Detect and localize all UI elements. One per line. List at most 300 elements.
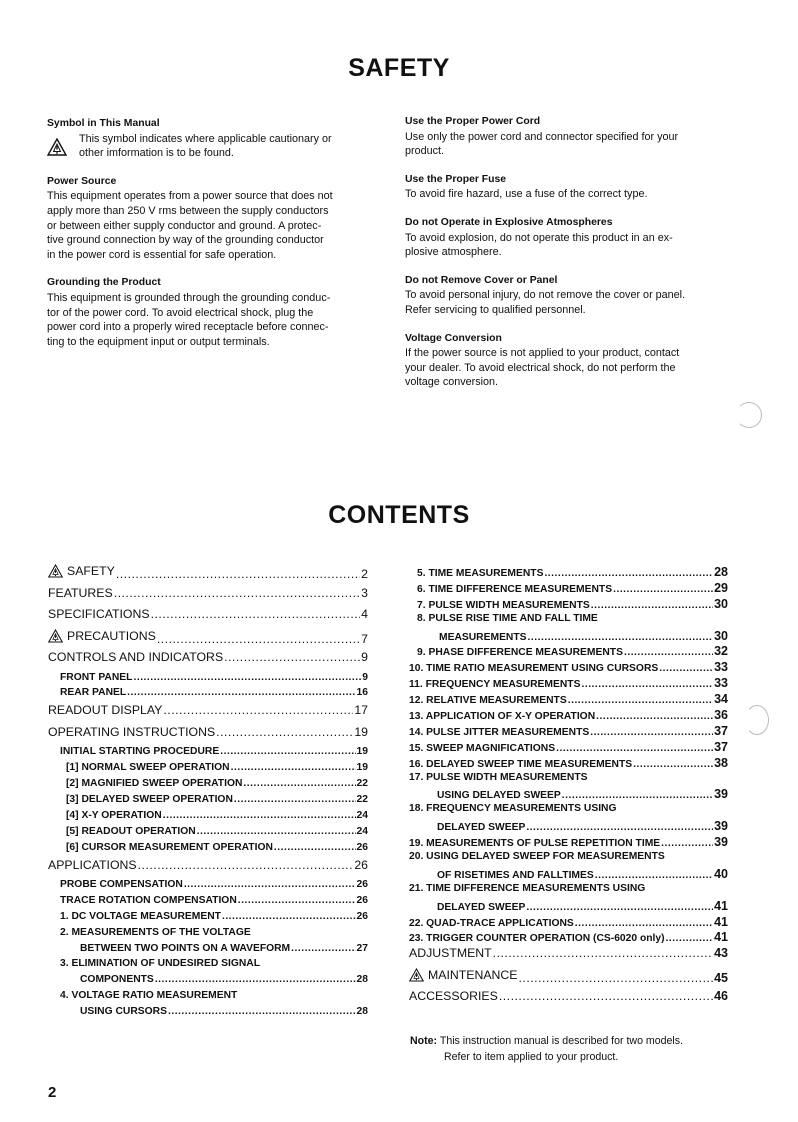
toc-leader-dots [544, 568, 713, 578]
toc-label-text: 10. TIME RATIO MEASUREMENT USING CURSORS [409, 663, 659, 675]
toc-label [60, 927, 251, 938]
toc-page-number: 37 [714, 739, 728, 754]
toc-page-number: 27 [356, 942, 368, 954]
safety-text-line: your dealer. To avoid electrical shock, do not perform the [405, 361, 676, 374]
toc-label [409, 679, 580, 690]
toc-leader-dots [234, 794, 356, 804]
toc-label [60, 687, 126, 698]
toc-leader-dots [231, 762, 356, 772]
toc-label [409, 851, 665, 862]
toc-label-text: MEASUREMENTS [439, 631, 527, 643]
safety-text-line: tor of the power cord. To avoid electrical shock, plug the [47, 306, 314, 319]
toc-label [417, 584, 612, 595]
toc-subentry [409, 851, 728, 867]
toc-subentry [409, 644, 728, 660]
toc-subentry [409, 867, 728, 883]
toc-label-text: 2. MEASUREMENTS OF THE VOLTAGE [60, 926, 251, 938]
toc-page-number: 38 [714, 755, 728, 770]
toc-entry [48, 858, 368, 880]
toc-subentry [48, 911, 368, 927]
toc-page-number: 19 [354, 724, 368, 739]
toc-subentry [409, 692, 728, 708]
toc-label [409, 759, 632, 770]
toc-label-text: 18. FREQUENCY MEASUREMENTS USING [409, 803, 617, 815]
toc-label [60, 879, 183, 890]
toc-page-number: 32 [714, 644, 728, 659]
toc-label-text: SAFETY [67, 564, 115, 578]
safety-section [405, 115, 730, 159]
toc-leader-dots [526, 902, 713, 912]
toc-leader-dots [274, 842, 356, 852]
toc-label [80, 1006, 167, 1017]
toc-subentry [409, 660, 728, 676]
safety-text-line: voltage conversion. [405, 376, 499, 389]
toc-entry [48, 703, 368, 725]
warning-triangle-icon [48, 564, 63, 578]
toc-label [417, 613, 598, 624]
safety-text-line: in the power cord is essential for safe operation. [47, 248, 277, 261]
toc-subentry [409, 565, 728, 581]
safety-text-line: other imformation is to be found. [79, 147, 234, 160]
safety-text-line: To avoid personal injury, do not remove the cover or panel. [405, 289, 686, 302]
toc-label [417, 647, 623, 658]
binding-hole-mark [736, 402, 762, 428]
page-number: 2 [48, 1084, 57, 1101]
toc-subentry [48, 810, 368, 826]
safety-text-line: tive ground connection by way of the grounding conductor [47, 234, 324, 247]
toc-page-number: 30 [714, 628, 728, 643]
toc-entry [48, 564, 368, 586]
toc-label-text: BETWEEN TWO POINTS ON A WAVEFORM [80, 942, 291, 954]
safety-text-line: This symbol indicates where applicable cautionary or [79, 132, 332, 145]
safety-section-heading: Voltage Conversion [405, 332, 502, 344]
toc-label-text: 17. PULSE WIDTH MEASUREMENTS [409, 771, 588, 783]
toc-label [60, 746, 219, 757]
toc-subentry [48, 687, 368, 703]
toc-label-text: USING DELAYED SWEEP [437, 790, 561, 802]
toc-subentry [409, 629, 728, 645]
toc-page-number: 33 [714, 660, 728, 675]
toc-label-text: 9. PHASE DIFFERENCE MEASUREMENTS [417, 647, 623, 659]
toc-label-text: [6] CURSOR MEASUREMENT OPERATION [66, 841, 273, 853]
toc-leader-dots [155, 974, 356, 984]
safety-section-heading: Use the Proper Fuse [405, 173, 507, 185]
toc-page-number: 28 [356, 1006, 368, 1018]
toc-leader-dots [224, 650, 360, 662]
toc-page-number: 2 [361, 567, 368, 581]
toc-leader-dots [624, 647, 713, 657]
toc-subentry [409, 899, 728, 915]
safety-right-column [405, 115, 730, 404]
toc-leader-dots [661, 838, 713, 848]
toc-entry [48, 650, 368, 672]
toc-label-text: 6. TIME DIFFERENCE MEASUREMENTS [417, 583, 613, 595]
toc-subentry [48, 1006, 368, 1022]
toc-label [409, 663, 658, 674]
toc-left-column [48, 564, 368, 1022]
toc-subentry [48, 974, 368, 990]
toc-leader-dots [291, 943, 355, 953]
safety-text-line: power cord into a properly wired receptacle before connec- [47, 321, 329, 334]
toc-leader-dots [133, 672, 361, 682]
toc-leader-dots [168, 1006, 356, 1016]
toc-leader-dots [595, 870, 713, 880]
safety-section [405, 216, 730, 260]
safety-section [47, 117, 372, 161]
toc-leader-dots [633, 759, 713, 769]
toc-label-text: PROBE COMPENSATION [60, 879, 183, 891]
toc-label-text: [5] READOUT OPERATION [66, 825, 196, 837]
toc-page-number: 30 [714, 596, 728, 611]
toc-leader-dots [568, 695, 713, 705]
toc-page-number: 28 [356, 974, 368, 986]
toc-label [48, 858, 137, 872]
toc-page-number: 45 [714, 970, 728, 985]
toc-label-text: [4] X-Y OPERATION [66, 809, 162, 821]
toc-label-text: 12. RELATIVE MEASUREMENTS [409, 695, 567, 707]
toc-label [48, 650, 223, 664]
toc-subentry [409, 724, 728, 740]
toc-page-number: 16 [356, 687, 368, 699]
toc-label-text: COMPONENTS [80, 974, 154, 986]
toc-subentry [48, 778, 368, 794]
toc-leader-dots [184, 879, 356, 889]
toc-label-text: INITIAL STARTING PROCEDURE [60, 746, 220, 758]
toc-label [66, 762, 230, 773]
warning-triangle-icon [47, 138, 67, 156]
toc-subentry [409, 676, 728, 692]
toc-leader-dots [157, 632, 360, 644]
toc-subentry [48, 762, 368, 778]
toc-page-number: 7 [361, 631, 368, 646]
safety-text-line: To avoid fire hazard, use a fuse of the correct type. [405, 188, 648, 201]
toc-label-text: OPERATING INSTRUCTIONS [48, 724, 216, 739]
toc-label [409, 838, 660, 849]
toc-leader-dots [238, 895, 356, 905]
safety-text-line: or between either supply conductor and ground. A protec- [47, 219, 322, 232]
toc-leader-dots [575, 918, 713, 928]
toc-page-number: 34 [714, 692, 728, 707]
safety-section-heading: Do not Remove Cover or Panel [405, 274, 558, 286]
toc-subentry [409, 915, 728, 931]
toc-label [417, 568, 543, 579]
safety-section-heading: Power Source [47, 175, 117, 187]
toc-page-number: 9 [361, 650, 368, 664]
toc-page-number: 24 [356, 825, 368, 837]
toc-label [437, 822, 525, 833]
toc-page-number: 33 [714, 676, 728, 691]
safety-section-heading: Do not Operate in Explosive Atmospheres [405, 216, 613, 228]
toc-label-text: 22. QUAD-TRACE APPLICATIONS [409, 917, 574, 929]
safety-text-line: This equipment is grounded through the grounding conduc- [47, 291, 331, 304]
toc-leader-dots [163, 810, 356, 820]
symbol-text [79, 132, 332, 161]
toc-page-number: 46 [714, 989, 728, 1004]
contents-title: CONTENTS [328, 501, 470, 529]
toc-label-text: 5. TIME MEASUREMENTS [417, 568, 544, 579]
toc-subentry [48, 943, 368, 959]
toc-leader-dots [562, 790, 713, 800]
toc-label-text: APPLICATIONS [48, 857, 137, 872]
toc-entry [409, 989, 728, 1011]
safety-text-line: To avoid explosion, do not operate this product in an ex- [405, 231, 673, 244]
toc-page-number: 28 [714, 565, 728, 579]
toc-label [60, 911, 221, 922]
toc-page-number: 17 [354, 703, 368, 718]
toc-label [48, 629, 156, 643]
toc-leader-dots [151, 607, 361, 619]
safety-text-line: If the power source is not applied to your product, contact [405, 347, 680, 360]
toc-label [409, 883, 645, 894]
toc-page-number: 26 [356, 841, 368, 853]
toc-subentry [409, 787, 728, 803]
toc-label [48, 586, 113, 600]
toc-subentry [409, 597, 728, 613]
toc-label-text: 14. PULSE JITTER MEASUREMENTS [409, 726, 590, 738]
toc-label [48, 607, 150, 621]
toc-label-text: MAINTENANCE [428, 967, 518, 982]
toc-subentry [48, 842, 368, 858]
toc-label [409, 727, 589, 738]
toc-subentry [409, 708, 728, 724]
toc-label-text: 21. TIME DIFFERENCE MEASUREMENTS USING [409, 882, 646, 894]
toc-subentry [48, 794, 368, 810]
safety-text-line: Refer servicing to qualified personnel. [405, 303, 586, 316]
toc-page-number: 39 [714, 819, 728, 834]
toc-subentry [48, 746, 368, 762]
toc-label-text: [2] MAGNIFIED SWEEP OPERATION [66, 778, 243, 790]
toc-leader-dots [590, 727, 713, 737]
toc-leader-dots [556, 743, 713, 753]
toc-label [80, 943, 290, 954]
toc-label-text: OF RISETIMES AND FALLTIMES [437, 869, 594, 881]
toc-leader-dots [116, 567, 360, 579]
toc-entry [48, 629, 368, 651]
toc-leader-dots [519, 971, 714, 983]
warning-triangle-icon [409, 968, 424, 982]
toc-label-text: FEATURES [48, 585, 113, 600]
toc-label-text: PRECAUTIONS [67, 628, 156, 643]
toc-label [66, 810, 162, 821]
safety-section [47, 276, 372, 349]
safety-text-line: plosive atmosphere. [405, 246, 502, 259]
toc-label-text: ACCESSORIES [409, 989, 498, 1004]
toc-leader-dots [666, 933, 714, 943]
toc-label-text: 15. SWEEP MAGNIFICATIONS [409, 742, 556, 754]
toc-leader-dots [222, 911, 356, 921]
safety-section-heading: Use the Proper Power Cord [405, 116, 541, 127]
toc-entry [409, 946, 728, 968]
toc-leader-dots [499, 989, 713, 1001]
toc-label-text: 13. APPLICATION OF X-Y OPERATION [409, 711, 596, 723]
toc-label [48, 703, 162, 717]
toc-label-text: [3] DELAYED SWEEP OPERATION [66, 793, 233, 805]
toc-label-text: TRACE ROTATION COMPENSATION [60, 894, 237, 906]
toc-leader-dots [127, 687, 355, 697]
toc-label-text: DELAYED SWEEP [437, 822, 526, 834]
toc-leader-dots [243, 778, 355, 788]
toc-label [48, 564, 115, 578]
toc-leader-dots [596, 711, 713, 721]
toc-subentry [409, 756, 728, 772]
safety-text-line: ting to the equipment input or output terminals. [47, 335, 270, 348]
toc-label [66, 778, 242, 789]
toc-label-text: 23. TRIGGER COUNTER OPERATION (CS-6020 only) [409, 933, 665, 945]
toc-label-text: ADJUSTMENT [409, 946, 492, 961]
toc-label [437, 790, 561, 801]
binding-hole-mark [745, 705, 769, 735]
toc-leader-dots [526, 822, 713, 832]
toc-label [60, 990, 237, 1001]
toc-leader-dots [114, 586, 360, 598]
toc-label [80, 974, 154, 985]
toc-label-text: 19. MEASUREMENTS OF PULSE REPETITION TIME [409, 838, 661, 850]
note-line: This instruction manual is described for two models. [439, 1035, 684, 1047]
toc-label-text: DELAYED SWEEP [437, 901, 526, 913]
toc-label-text: 11. FREQUENCY MEASUREMENTS [409, 679, 581, 691]
toc-label-text: 1. DC VOLTAGE MEASUREMENT [60, 910, 221, 922]
toc-page-number: 37 [714, 723, 728, 738]
toc-subentry [409, 803, 728, 819]
toc-page-number: 39 [714, 835, 728, 850]
toc-subentry [48, 672, 368, 688]
toc-label-text: [1] NORMAL SWEEP OPERATION [66, 762, 230, 774]
toc-page-number: 29 [714, 580, 728, 595]
toc-label [409, 743, 555, 754]
toc-subentry [409, 819, 728, 835]
toc-subentry [409, 581, 728, 597]
toc-page-number: 22 [356, 793, 368, 805]
toc-label [409, 711, 595, 722]
toc-page-number: 3 [361, 585, 368, 600]
toc-label [48, 725, 215, 739]
toc-subentry [409, 740, 728, 756]
toc-label [409, 695, 567, 706]
toc-entry [48, 586, 368, 608]
toc-label [60, 672, 132, 683]
toc-page-number: 9 [362, 671, 368, 683]
safety-section-heading: Grounding the Product [47, 277, 161, 289]
toc-subentry [409, 883, 728, 899]
toc-label-text: CONTROLS AND INDICATORS [48, 650, 224, 664]
toc-leader-dots [138, 858, 354, 870]
toc-page-number: 19 [356, 762, 368, 774]
toc-label [66, 826, 196, 837]
toc-label-text: 8. PULSE RISE TIME AND FALL TIME [417, 612, 598, 624]
safety-section [405, 274, 730, 318]
toc-label [409, 989, 498, 1003]
note [410, 1033, 683, 1065]
toc-leader-dots [163, 703, 353, 715]
toc-page-number: 41 [714, 914, 728, 929]
warning-triangle-icon [48, 629, 63, 643]
toc-subentry [48, 990, 368, 1006]
toc-leader-dots [528, 632, 714, 642]
toc-leader-dots [581, 679, 713, 689]
toc-page-number: 26 [354, 857, 368, 872]
toc-subentry [409, 930, 728, 946]
toc-page-number: 40 [714, 866, 728, 881]
note-label: Note: [410, 1035, 438, 1047]
toc-subentry [48, 958, 368, 974]
toc-label [409, 933, 665, 944]
toc-page-number: 26 [356, 879, 368, 891]
toc-page-number: 26 [356, 910, 368, 922]
toc-leader-dots [197, 826, 356, 836]
toc-page-number: 43 [714, 946, 728, 961]
toc-right-column [409, 565, 728, 1011]
toc-entry [48, 725, 368, 747]
toc-label [60, 958, 260, 969]
toc-subentry [48, 879, 368, 895]
toc-leader-dots [591, 600, 713, 610]
toc-leader-dots [216, 725, 353, 737]
toc-page-number: 36 [714, 708, 728, 723]
toc-subentry [48, 895, 368, 911]
toc-label-text: FRONT PANEL [60, 671, 133, 683]
toc-label [66, 842, 273, 853]
toc-label-text: 4. VOLTAGE RATIO MEASUREMENT [60, 990, 238, 1002]
toc-label [439, 632, 527, 643]
toc-entry [409, 968, 728, 990]
safety-left-column [47, 117, 372, 363]
toc-page-number: 24 [356, 809, 368, 821]
toc-label [409, 803, 617, 814]
toc-label [409, 968, 518, 982]
toc-label-text: 3. ELIMINATION OF UNDESIRED SIGNAL [60, 958, 261, 970]
toc-entry [48, 607, 368, 629]
safety-section [405, 332, 730, 390]
toc-subentry [48, 927, 368, 943]
safety-section [47, 175, 372, 263]
toc-page-number: 41 [714, 930, 728, 945]
toc-page-number: 26 [356, 894, 368, 906]
toc-leader-dots [613, 584, 713, 594]
toc-label-text: 16. DELAYED SWEEP TIME MEASUREMENTS [409, 758, 633, 770]
toc-label [409, 772, 588, 783]
note-line: Refer to item applied to your product. [444, 1051, 619, 1063]
toc-label-text: USING CURSORS [80, 1006, 167, 1018]
toc-subentry [409, 613, 728, 629]
toc-leader-dots [493, 946, 713, 958]
safety-section [405, 173, 730, 202]
toc-subentry [409, 835, 728, 851]
toc-label-text: 20. USING DELAYED SWEEP FOR MEASUREMENTS [409, 851, 665, 863]
toc-page-number: 19 [356, 746, 368, 758]
safety-section-heading: Symbol in This Manual [47, 118, 160, 129]
safety-text-line: apply more than 250 V rms between the supply conductors [47, 204, 329, 217]
toc-page-number: 41 [714, 898, 728, 913]
toc-label [417, 600, 590, 611]
safety-title: SAFETY [348, 54, 450, 82]
toc-subentry [409, 772, 728, 788]
toc-label [409, 946, 492, 960]
toc-label [437, 870, 594, 881]
toc-label-text: SPECIFICATIONS [48, 607, 150, 621]
toc-label [66, 794, 233, 805]
toc-leader-dots [220, 746, 355, 756]
toc-label-text: REAR PANEL [60, 687, 127, 699]
toc-label [409, 918, 574, 929]
safety-text-line: product. [405, 145, 445, 158]
toc-label-text: 7. PULSE WIDTH MEASUREMENTS [417, 599, 590, 611]
toc-label [437, 902, 525, 913]
toc-label [60, 895, 237, 906]
safety-text-line: Use only the power cord and connector specified for your [405, 130, 679, 143]
toc-leader-dots [659, 663, 713, 673]
toc-subentry [48, 826, 368, 842]
symbol-row [47, 132, 372, 161]
